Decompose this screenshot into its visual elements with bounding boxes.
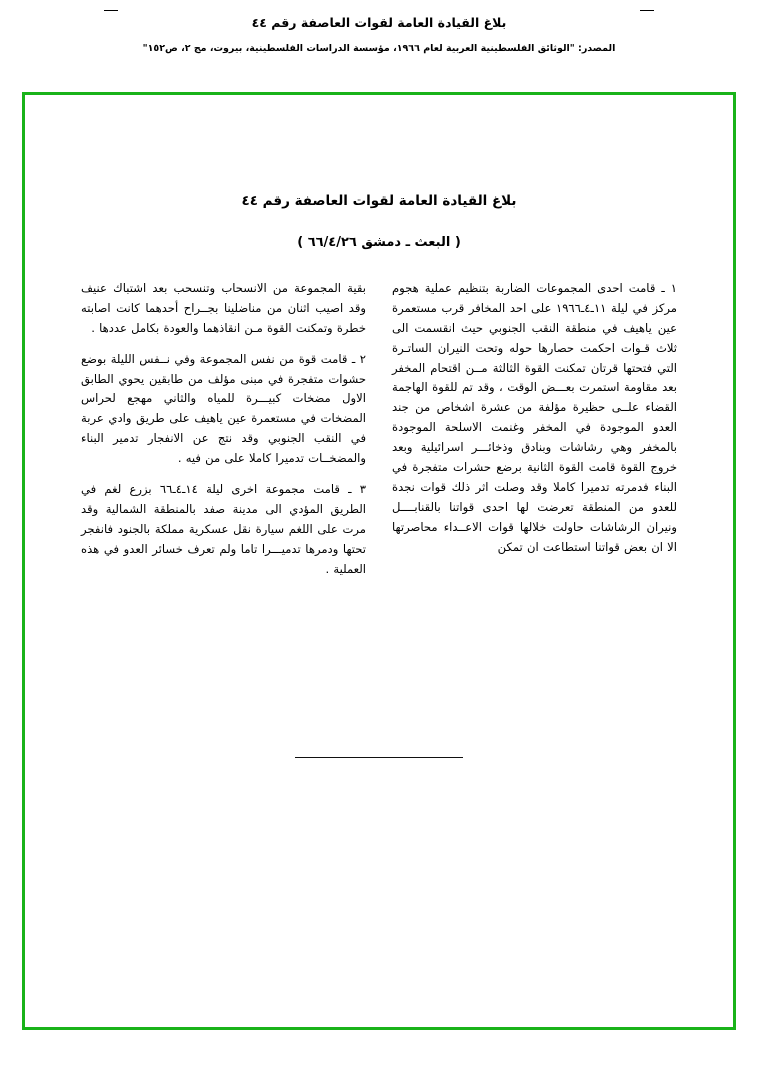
paragraph: ٣ ـ قامت مجموعة اخرى ليلة ١٤ـ٤ـ٦٦ بزرع لغم في الطريق المؤدي الى مدينة صفد بالمنطقة الشمالية وقد مرت على اللغم سيارة نقل عسكرية مملكة بالجنود فانفجر تحتها ودمرها تدميـــرا تاما ولم تعرف خسائر العدو في هذه العملية .	[81, 482, 366, 576]
document-title: بلاغ القيادة العامة لقوات العاصفة رقم ٤٤	[241, 193, 517, 209]
paragraph: ١ ـ قامت احدى المجموعات الضاربة بتنظيم عملية هجوم مركز في ليلة ١١ـ٤ـ١٩٦٦ على احد المخافر قرب مستعمرة عين ياهيف في منطقة النقب الجنوبي حيث انقسمت الى ثلاث قـوات احكمت حصارها حوله وتحت النيران الساتـرة التي فتحتها قرتان تمكنت القوة الثالثة مــن اقتحام المخفر بعد مقاومة استمرت بعـــض الوقت ، وقد تم للقوة الهاجمة القضاء علــى حظيرة مؤلفة من عشرة اشخاص من جند العدو الموجودة في المخفر وغنمت الاسلحة الموجودة بالمخفر وهي رشاشات وبنادق وذخائـــر اسرائيلية وبعد خروج القوة قامت القوة الثانية برضع حشرات متفجرة في البناء فدمرته تدميرا كاملا وقد وصلت اثر ذلك قوات نجدة للعدو من المنطقة تعرضت لها احدى قواتنا بالقنابــــل ونيران الرشاشات حاولت خلالها قوات الاعــداء محاصرتها الا ان بعض قواتنا استطاعت ان تمكن	[392, 280, 678, 554]
header-title: بلاغ القيادة العامة لقوات العاصفة رقم ٤٤	[251, 15, 507, 30]
document-subtitle: ( البعث ـ دمشق ٦٦/٤/٢٦ )	[297, 235, 461, 251]
header-source: المصدر: "الوثائق الفلسطينية العربية لعام ١٩٦٦، مؤسسة الدراسات الفلسطينية، بيروت، مج ٢، ص١٥٢"	[142, 42, 616, 54]
crop-mark-right-icon	[640, 10, 654, 11]
scanned-document-frame	[22, 92, 736, 1030]
page-header	[0, 0, 758, 55]
paragraph: بقية المجموعة من الانسحاب وتنسحب بعد اشتباك عنيف وقد اصيب اثنان من مناضلينا بجــراح أحدهما كانت اصابته خطرة وتمكنت القوة مـن انقاذهما والعودة بكامل عددها .	[81, 280, 366, 335]
crop-mark-left-icon	[104, 10, 118, 11]
paragraph: ٢ ـ قامت قوة من نفس المجموعة وفي نــفس الليلة بوضع حشوات متفجرة في مبنى مؤلف من طابقين يحوي الطابق الاول مضخات كبيـــرة للمياه والثاني مهجع لحراس المضخات في مستعمرة عين ياهيف على طريق وادي عربة في النقب الجنوبي وقد نتج عن الانفجار تدمير البناء والمضخــات تدميرا كاملا على من فيه .	[81, 351, 366, 466]
footer-divider	[295, 757, 463, 758]
column-left	[81, 279, 366, 591]
document-body	[25, 95, 733, 591]
document-columns	[81, 279, 677, 591]
column-right	[392, 279, 677, 569]
